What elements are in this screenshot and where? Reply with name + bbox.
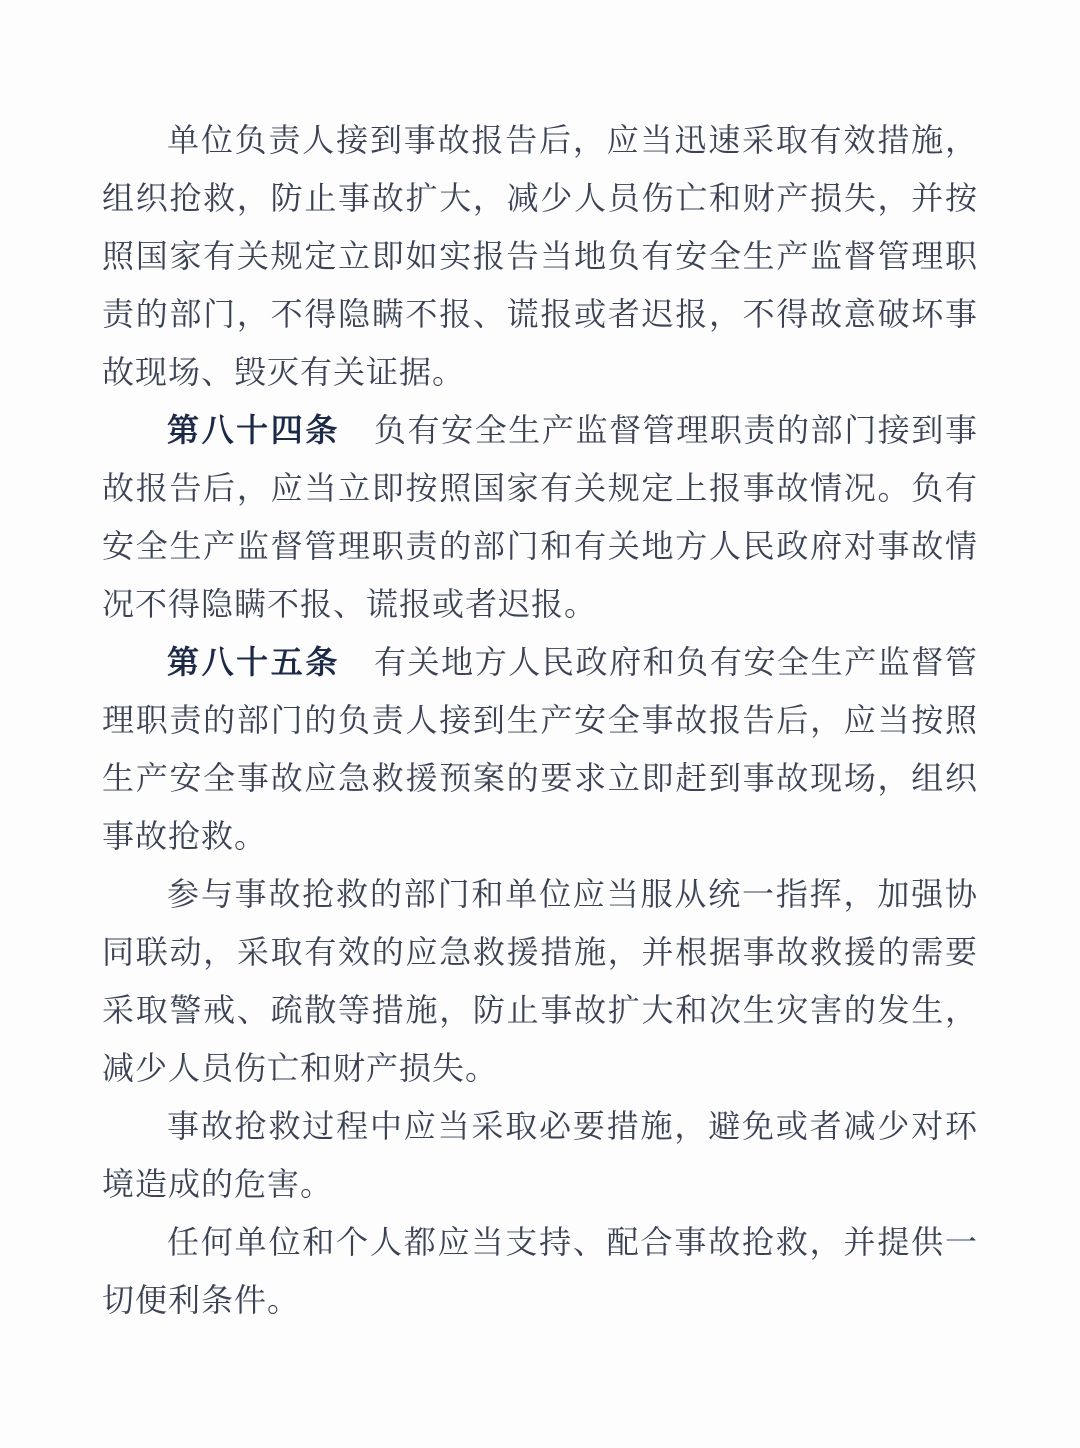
article-number: 第八十五条 [167, 644, 340, 680]
article-paragraph [102, 633, 978, 865]
article-number: 第八十四条 [167, 412, 340, 448]
body-paragraph [102, 1213, 978, 1329]
body-paragraph [102, 1097, 978, 1213]
document-text [102, 111, 978, 1329]
paragraph-text: 单位负责人接到事故报告后，应当迅速采取有效措施，组织抢救，防止事故扩大，减少人员伤亡和财产损失，并按照国家有关规定立即如实报告当地负有安全生产监督管理职责的部门，不得隐瞒不报、谎报或者迟报，不得故意破坏事故现场、毁灭有关证据。 [102, 122, 978, 390]
body-paragraph [102, 111, 978, 401]
paragraph-text: 任何单位和个人都应当支持、配合事故抢救，并提供一切便利条件。 [102, 1224, 978, 1318]
paragraph-text: 有关地方人民政府和负有安全生产监督管理职责的部门的负责人接到生产安全事故报告后，应当按照生产安全事故应急救援预案的要求立即赶到事故现场，组织事故抢救。 [102, 644, 978, 854]
paragraph-text: 事故抢救过程中应当采取必要措施，避免或者减少对环境造成的危害。 [102, 1108, 978, 1202]
paragraph-text: 负有安全生产监督管理职责的部门接到事故报告后，应当立即按照国家有关规定上报事故情况。负有安全生产监督管理职责的部门和有关地方人民政府对事故情况不得隐瞒不报、谎报或者迟报。 [102, 412, 978, 622]
body-paragraph [102, 865, 978, 1097]
article-paragraph [102, 401, 978, 633]
paragraph-text: 参与事故抢救的部门和单位应当服从统一指挥，加强协同联动，采取有效的应急救援措施，并根据事故救援的需要采取警戒、疏散等措施，防止事故扩大和次生灾害的发生，减少人员伤亡和财产损失。 [102, 876, 978, 1086]
